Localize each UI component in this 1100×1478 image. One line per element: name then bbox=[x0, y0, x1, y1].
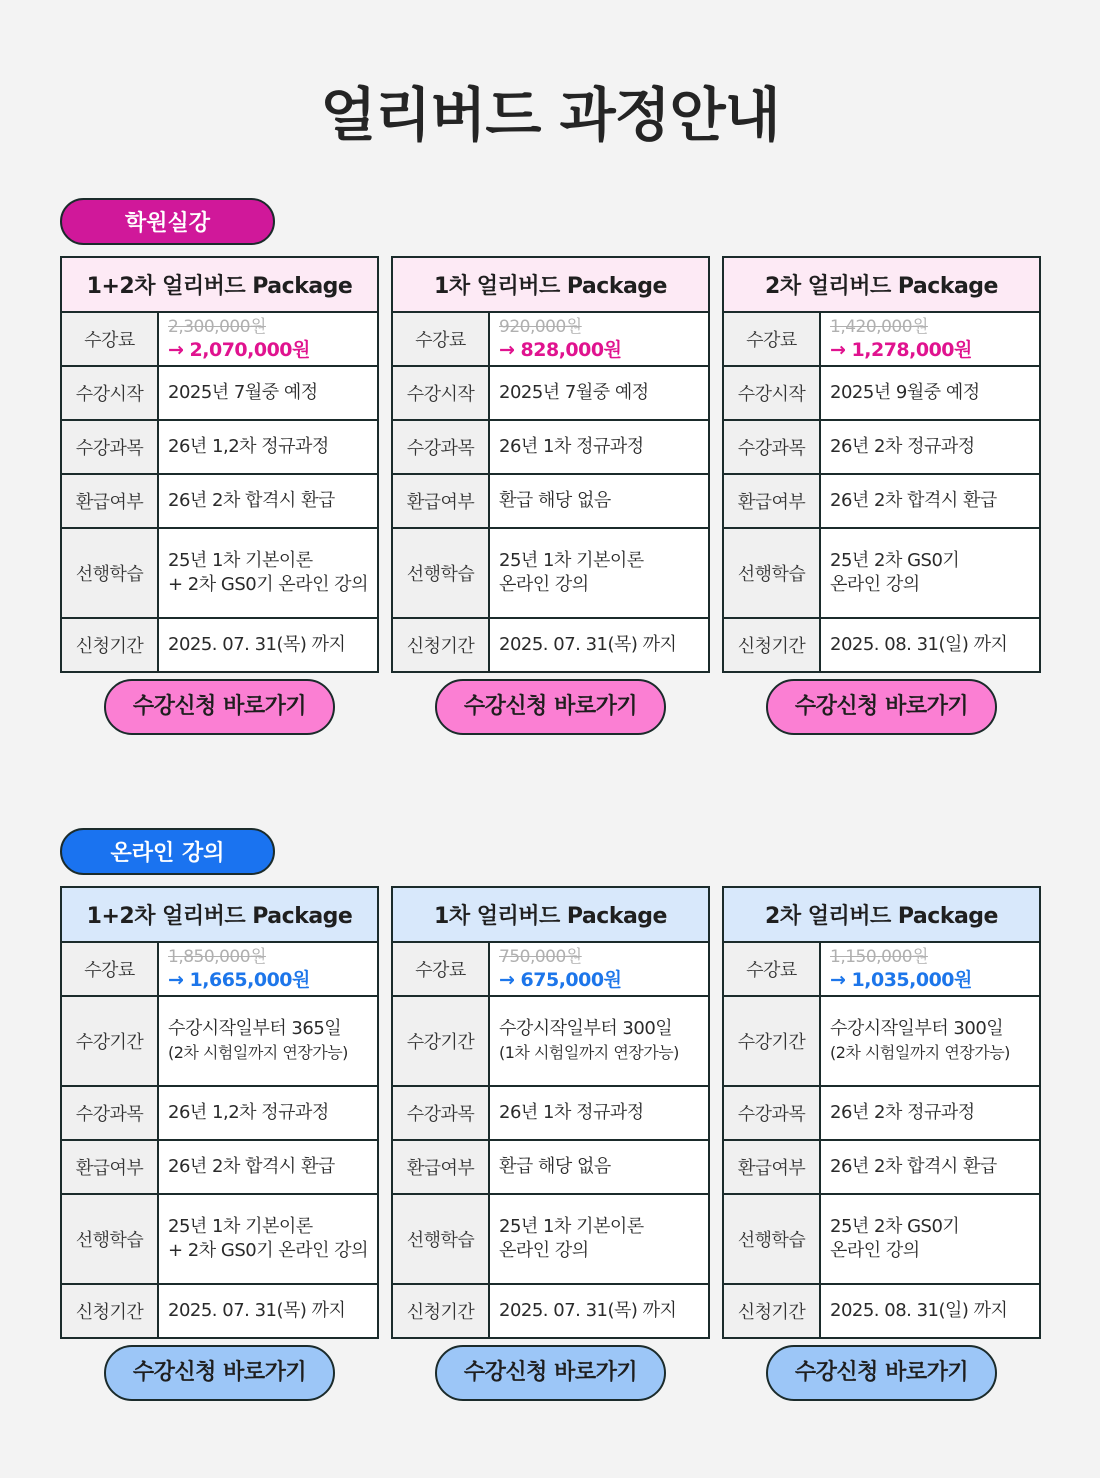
apply-label: 신청기간 bbox=[723, 1284, 820, 1338]
subject-label: 수강과목 bbox=[723, 1086, 820, 1140]
package-table bbox=[391, 256, 710, 673]
package-table bbox=[722, 886, 1041, 1339]
prelearn-line-1: 25년 1차 기본이론 bbox=[168, 1216, 313, 1237]
period-label: 수강기간 bbox=[723, 996, 820, 1086]
apply-label: 신청기간 bbox=[723, 618, 820, 672]
prelearn-line-1: 25년 2차 GS0기 bbox=[830, 1216, 960, 1237]
page-title: 얼리버드 과정안내 bbox=[320, 81, 780, 149]
period-line-2: (1차 시험일까지 연장가능) bbox=[499, 1043, 679, 1062]
apply-button[interactable]: 수강신청 바로가기 bbox=[435, 1345, 666, 1401]
apply-value: 2025. 07. 31(목) 까지 bbox=[489, 1284, 709, 1338]
prelearn-label: 선행학습 bbox=[723, 1194, 820, 1284]
prelearn-label: 선행학습 bbox=[392, 1194, 489, 1284]
original-price: 1,850,000원 bbox=[168, 947, 266, 967]
fee-value bbox=[489, 312, 709, 366]
refund-value: 26년 2차 합격시 환급 bbox=[158, 1140, 378, 1194]
subject-label: 수강과목 bbox=[392, 420, 489, 474]
prelearn-line-2: 온라인 강의 bbox=[499, 1240, 589, 1261]
fee-value bbox=[158, 312, 378, 366]
apply-button[interactable]: 수강신청 바로가기 bbox=[104, 1345, 335, 1401]
refund-label: 환급여부 bbox=[723, 1140, 820, 1194]
online-badge: 온라인 강의 bbox=[60, 828, 275, 875]
period-line-1: 수강시작일부터 365일 bbox=[168, 1018, 342, 1039]
sale-price: → 1,278,000원 bbox=[830, 339, 972, 361]
fee-value bbox=[158, 942, 378, 996]
prelearn-label: 선행학습 bbox=[392, 528, 489, 618]
subject-label: 수강과목 bbox=[61, 420, 158, 474]
refund-value: 환급 해당 없음 bbox=[489, 1140, 709, 1194]
online-cards bbox=[60, 886, 1041, 1385]
period-label: 수강기간 bbox=[61, 996, 158, 1086]
sale-price: → 828,000원 bbox=[499, 339, 622, 361]
apply-value: 2025. 08. 31(일) 까지 bbox=[820, 618, 1040, 672]
start-value: 2025년 7월중 예정 bbox=[158, 366, 378, 420]
prelearn-line-2: 온라인 강의 bbox=[499, 574, 589, 595]
fee-label: 수강료 bbox=[392, 312, 489, 366]
apply-button[interactable]: 수강신청 바로가기 bbox=[435, 679, 666, 735]
refund-value: 환급 해당 없음 bbox=[489, 474, 709, 528]
original-price: 920,000원 bbox=[499, 317, 582, 337]
start-value: 2025년 7월중 예정 bbox=[489, 366, 709, 420]
fee-value bbox=[820, 312, 1040, 366]
sale-price: → 2,070,000원 bbox=[168, 339, 310, 361]
offline-card-2 bbox=[391, 256, 710, 735]
period-value bbox=[158, 996, 378, 1086]
sale-price: → 1,035,000원 bbox=[830, 969, 972, 991]
prelearn-line-2: 온라인 강의 bbox=[830, 1240, 920, 1261]
start-label: 수강시작 bbox=[723, 366, 820, 420]
prelearn-label: 선행학습 bbox=[61, 1194, 158, 1284]
original-price: 2,300,000원 bbox=[168, 317, 266, 337]
package-table bbox=[722, 256, 1041, 673]
refund-value: 26년 2차 합격시 환급 bbox=[820, 474, 1040, 528]
fee-label: 수강료 bbox=[392, 942, 489, 996]
prelearn-line-2: + 2차 GS0기 온라인 강의 bbox=[168, 574, 368, 595]
refund-label: 환급여부 bbox=[392, 1140, 489, 1194]
refund-value: 26년 2차 합격시 환급 bbox=[158, 474, 378, 528]
online-card-2 bbox=[391, 886, 710, 1401]
subject-value: 26년 1차 정규과정 bbox=[489, 420, 709, 474]
subject-value: 26년 1,2차 정규과정 bbox=[158, 420, 378, 474]
package-table bbox=[60, 256, 379, 673]
offline-badge: 학원실강 bbox=[60, 198, 275, 245]
period-label: 수강기간 bbox=[392, 996, 489, 1086]
start-value: 2025년 9월중 예정 bbox=[820, 366, 1040, 420]
package-title: 1차 얼리버드 Package bbox=[392, 257, 709, 312]
package-table bbox=[391, 886, 710, 1339]
package-title: 1+2차 얼리버드 Package bbox=[61, 257, 378, 312]
fee-label: 수강료 bbox=[723, 312, 820, 366]
apply-button[interactable]: 수강신청 바로가기 bbox=[104, 679, 335, 735]
refund-label: 환급여부 bbox=[61, 1140, 158, 1194]
fee-label: 수강료 bbox=[723, 942, 820, 996]
refund-label: 환급여부 bbox=[392, 474, 489, 528]
subject-value: 26년 1,2차 정규과정 bbox=[158, 1086, 378, 1140]
prelearn-value bbox=[820, 1194, 1040, 1284]
offline-card-3 bbox=[722, 256, 1041, 735]
sale-price: → 1,665,000원 bbox=[168, 969, 310, 991]
period-line-2: (2차 시험일까지 연장가능) bbox=[830, 1043, 1010, 1062]
package-title: 1+2차 얼리버드 Package bbox=[61, 887, 378, 942]
period-value bbox=[820, 996, 1040, 1086]
prelearn-line-1: 25년 1차 기본이론 bbox=[499, 550, 644, 571]
apply-value: 2025. 07. 31(목) 까지 bbox=[489, 618, 709, 672]
fee-label: 수강료 bbox=[61, 942, 158, 996]
package-title: 1차 얼리버드 Package bbox=[392, 887, 709, 942]
prelearn-line-2: 온라인 강의 bbox=[830, 574, 920, 595]
start-label: 수강시작 bbox=[61, 366, 158, 420]
period-value bbox=[489, 996, 709, 1086]
subject-label: 수강과목 bbox=[723, 420, 820, 474]
start-label: 수강시작 bbox=[392, 366, 489, 420]
subject-value: 26년 2차 정규과정 bbox=[820, 1086, 1040, 1140]
apply-value: 2025. 07. 31(목) 까지 bbox=[158, 618, 378, 672]
package-title: 2차 얼리버드 Package bbox=[723, 257, 1040, 312]
prelearn-value bbox=[489, 1194, 709, 1284]
period-line-1: 수강시작일부터 300일 bbox=[499, 1018, 673, 1039]
period-line-2: (2차 시험일까지 연장가능) bbox=[168, 1043, 348, 1062]
apply-label: 신청기간 bbox=[392, 1284, 489, 1338]
original-price: 1,420,000원 bbox=[830, 317, 928, 337]
apply-label: 신청기간 bbox=[61, 618, 158, 672]
prelearn-value bbox=[489, 528, 709, 618]
prelearn-line-1: 25년 2차 GS0기 bbox=[830, 550, 960, 571]
apply-value: 2025. 07. 31(목) 까지 bbox=[158, 1284, 378, 1338]
subject-value: 26년 2차 정규과정 bbox=[820, 420, 1040, 474]
sale-price: → 675,000원 bbox=[499, 969, 622, 991]
prelearn-value bbox=[820, 528, 1040, 618]
offline-card-1 bbox=[60, 256, 379, 735]
prelearn-line-2: + 2차 GS0기 온라인 강의 bbox=[168, 1240, 368, 1261]
refund-label: 환급여부 bbox=[723, 474, 820, 528]
fee-label: 수강료 bbox=[61, 312, 158, 366]
apply-button[interactable]: 수강신청 바로가기 bbox=[766, 1345, 997, 1401]
offline-cards bbox=[60, 256, 1041, 736]
original-price: 750,000원 bbox=[499, 947, 582, 967]
prelearn-label: 선행학습 bbox=[61, 528, 158, 618]
apply-value: 2025. 08. 31(일) 까지 bbox=[820, 1284, 1040, 1338]
prelearn-value bbox=[158, 528, 378, 618]
package-table bbox=[60, 886, 379, 1339]
period-line-1: 수강시작일부터 300일 bbox=[830, 1018, 1004, 1039]
package-title: 2차 얼리버드 Package bbox=[723, 887, 1040, 942]
subject-value: 26년 1차 정규과정 bbox=[489, 1086, 709, 1140]
apply-label: 신청기간 bbox=[392, 618, 489, 672]
online-card-3 bbox=[722, 886, 1041, 1401]
refund-value: 26년 2차 합격시 환급 bbox=[820, 1140, 1040, 1194]
subject-label: 수강과목 bbox=[61, 1086, 158, 1140]
refund-label: 환급여부 bbox=[61, 474, 158, 528]
fee-value bbox=[820, 942, 1040, 996]
apply-button[interactable]: 수강신청 바로가기 bbox=[766, 679, 997, 735]
prelearn-line-1: 25년 1차 기본이론 bbox=[499, 1216, 644, 1237]
prelearn-label: 선행학습 bbox=[723, 528, 820, 618]
subject-label: 수강과목 bbox=[392, 1086, 489, 1140]
apply-label: 신청기간 bbox=[61, 1284, 158, 1338]
prelearn-line-1: 25년 1차 기본이론 bbox=[168, 550, 313, 571]
prelearn-value bbox=[158, 1194, 378, 1284]
original-price: 1,150,000원 bbox=[830, 947, 928, 967]
online-card-1 bbox=[60, 886, 379, 1401]
fee-value bbox=[489, 942, 709, 996]
